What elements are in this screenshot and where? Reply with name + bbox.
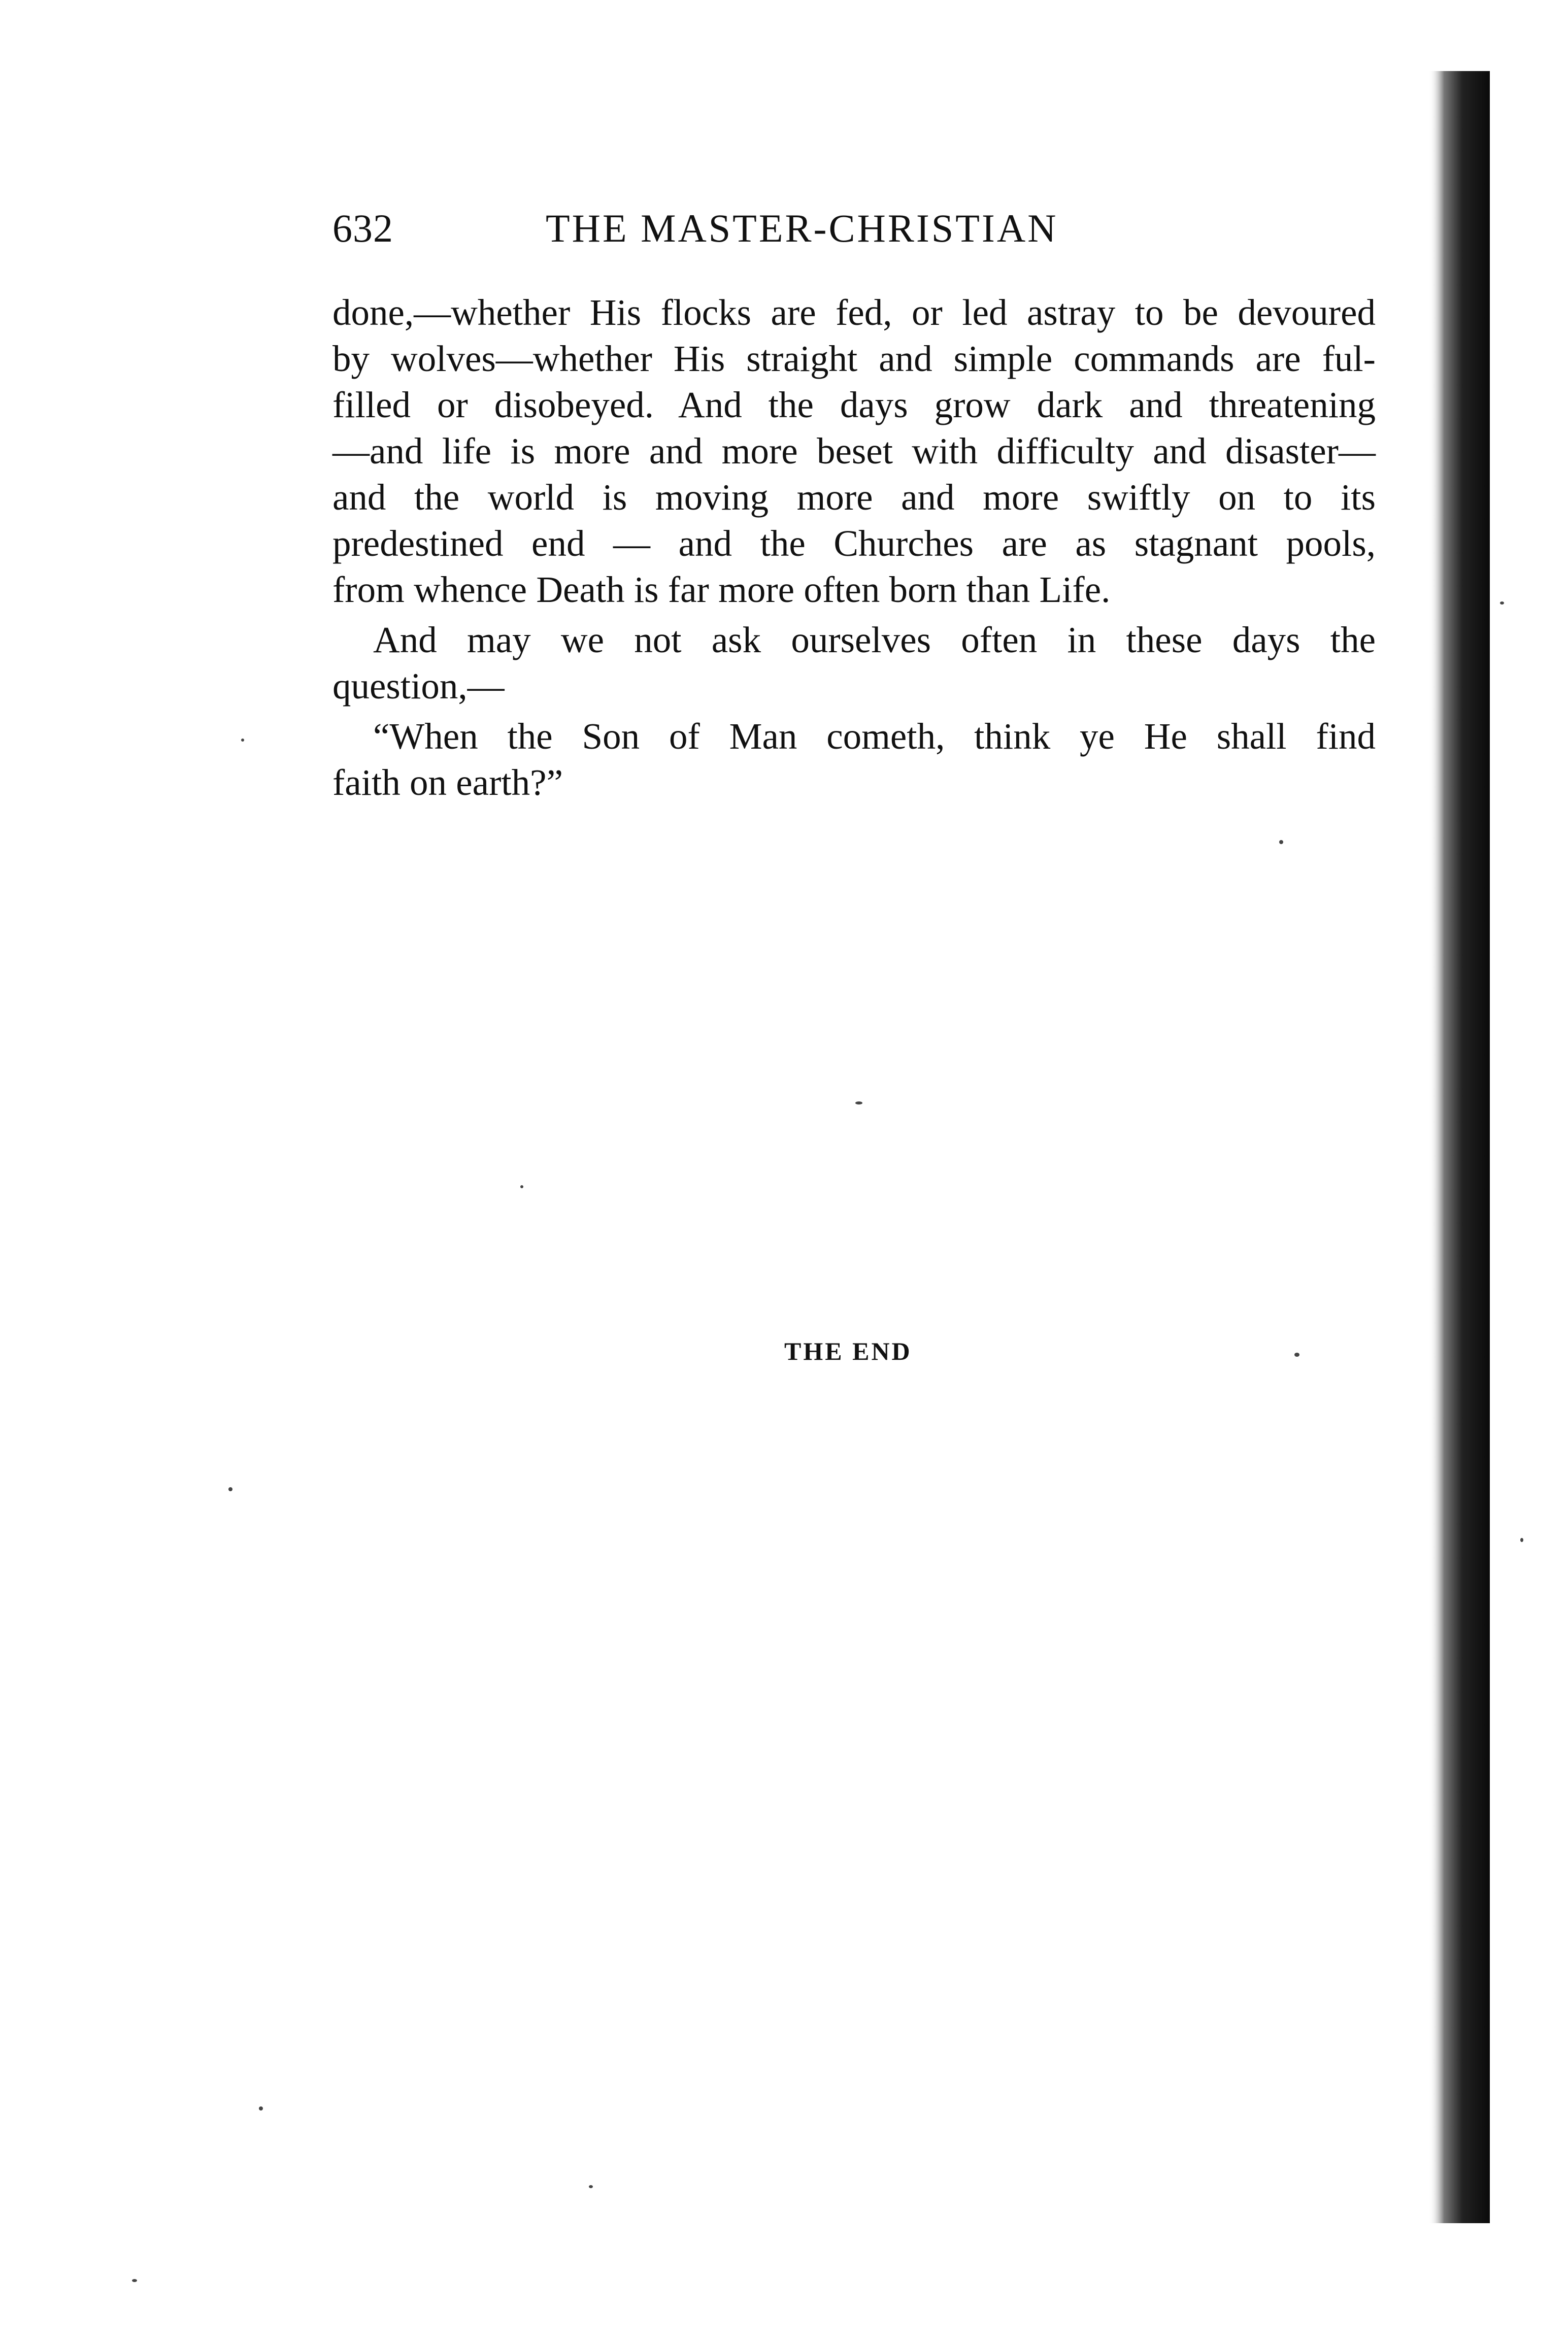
text-line: from whence Death is far more often born than Life. (332, 569, 1111, 610)
speck (132, 2279, 137, 2282)
running-title: THE MASTER-CHRISTIAN (546, 206, 1058, 250)
speck (1500, 601, 1504, 605)
speck (520, 1185, 523, 1188)
gutter-shadow (1429, 71, 1490, 2223)
speck (1279, 840, 1283, 844)
body-text (332, 289, 1376, 806)
text-line: done,—whether His flocks are fed, or led astray to be devoured (332, 292, 1376, 333)
text-line: faith on earth?” (332, 762, 563, 803)
speck (855, 1101, 862, 1104)
speck (1520, 1538, 1523, 1542)
speck (241, 739, 244, 742)
page-number: 632 (332, 206, 393, 250)
text-line: and the world is moving more and more swiftly on to its (332, 477, 1376, 518)
text-line: by wolves—whether His straight and simple commands are ful- (332, 338, 1376, 379)
running-head (332, 203, 1165, 259)
text-line: “When the Son of Man cometh, think ye He shall find (373, 716, 1376, 757)
speck (1294, 1353, 1299, 1357)
text-line: —and life is more and more beset with difficulty and disaster— (332, 430, 1376, 472)
text-line: And may we not ask ourselves often in these days the (373, 619, 1376, 660)
text-line: question,— (332, 665, 505, 707)
speck (259, 2106, 263, 2110)
the-end-label: THE END (784, 1337, 912, 1365)
speck (589, 2185, 593, 2188)
text-line: filled or disobeyed. And the days grow dark and threatening (332, 384, 1376, 425)
text-line: predestined end — and the Churches are as stagnant pools, (332, 523, 1376, 564)
speck (228, 1487, 232, 1491)
